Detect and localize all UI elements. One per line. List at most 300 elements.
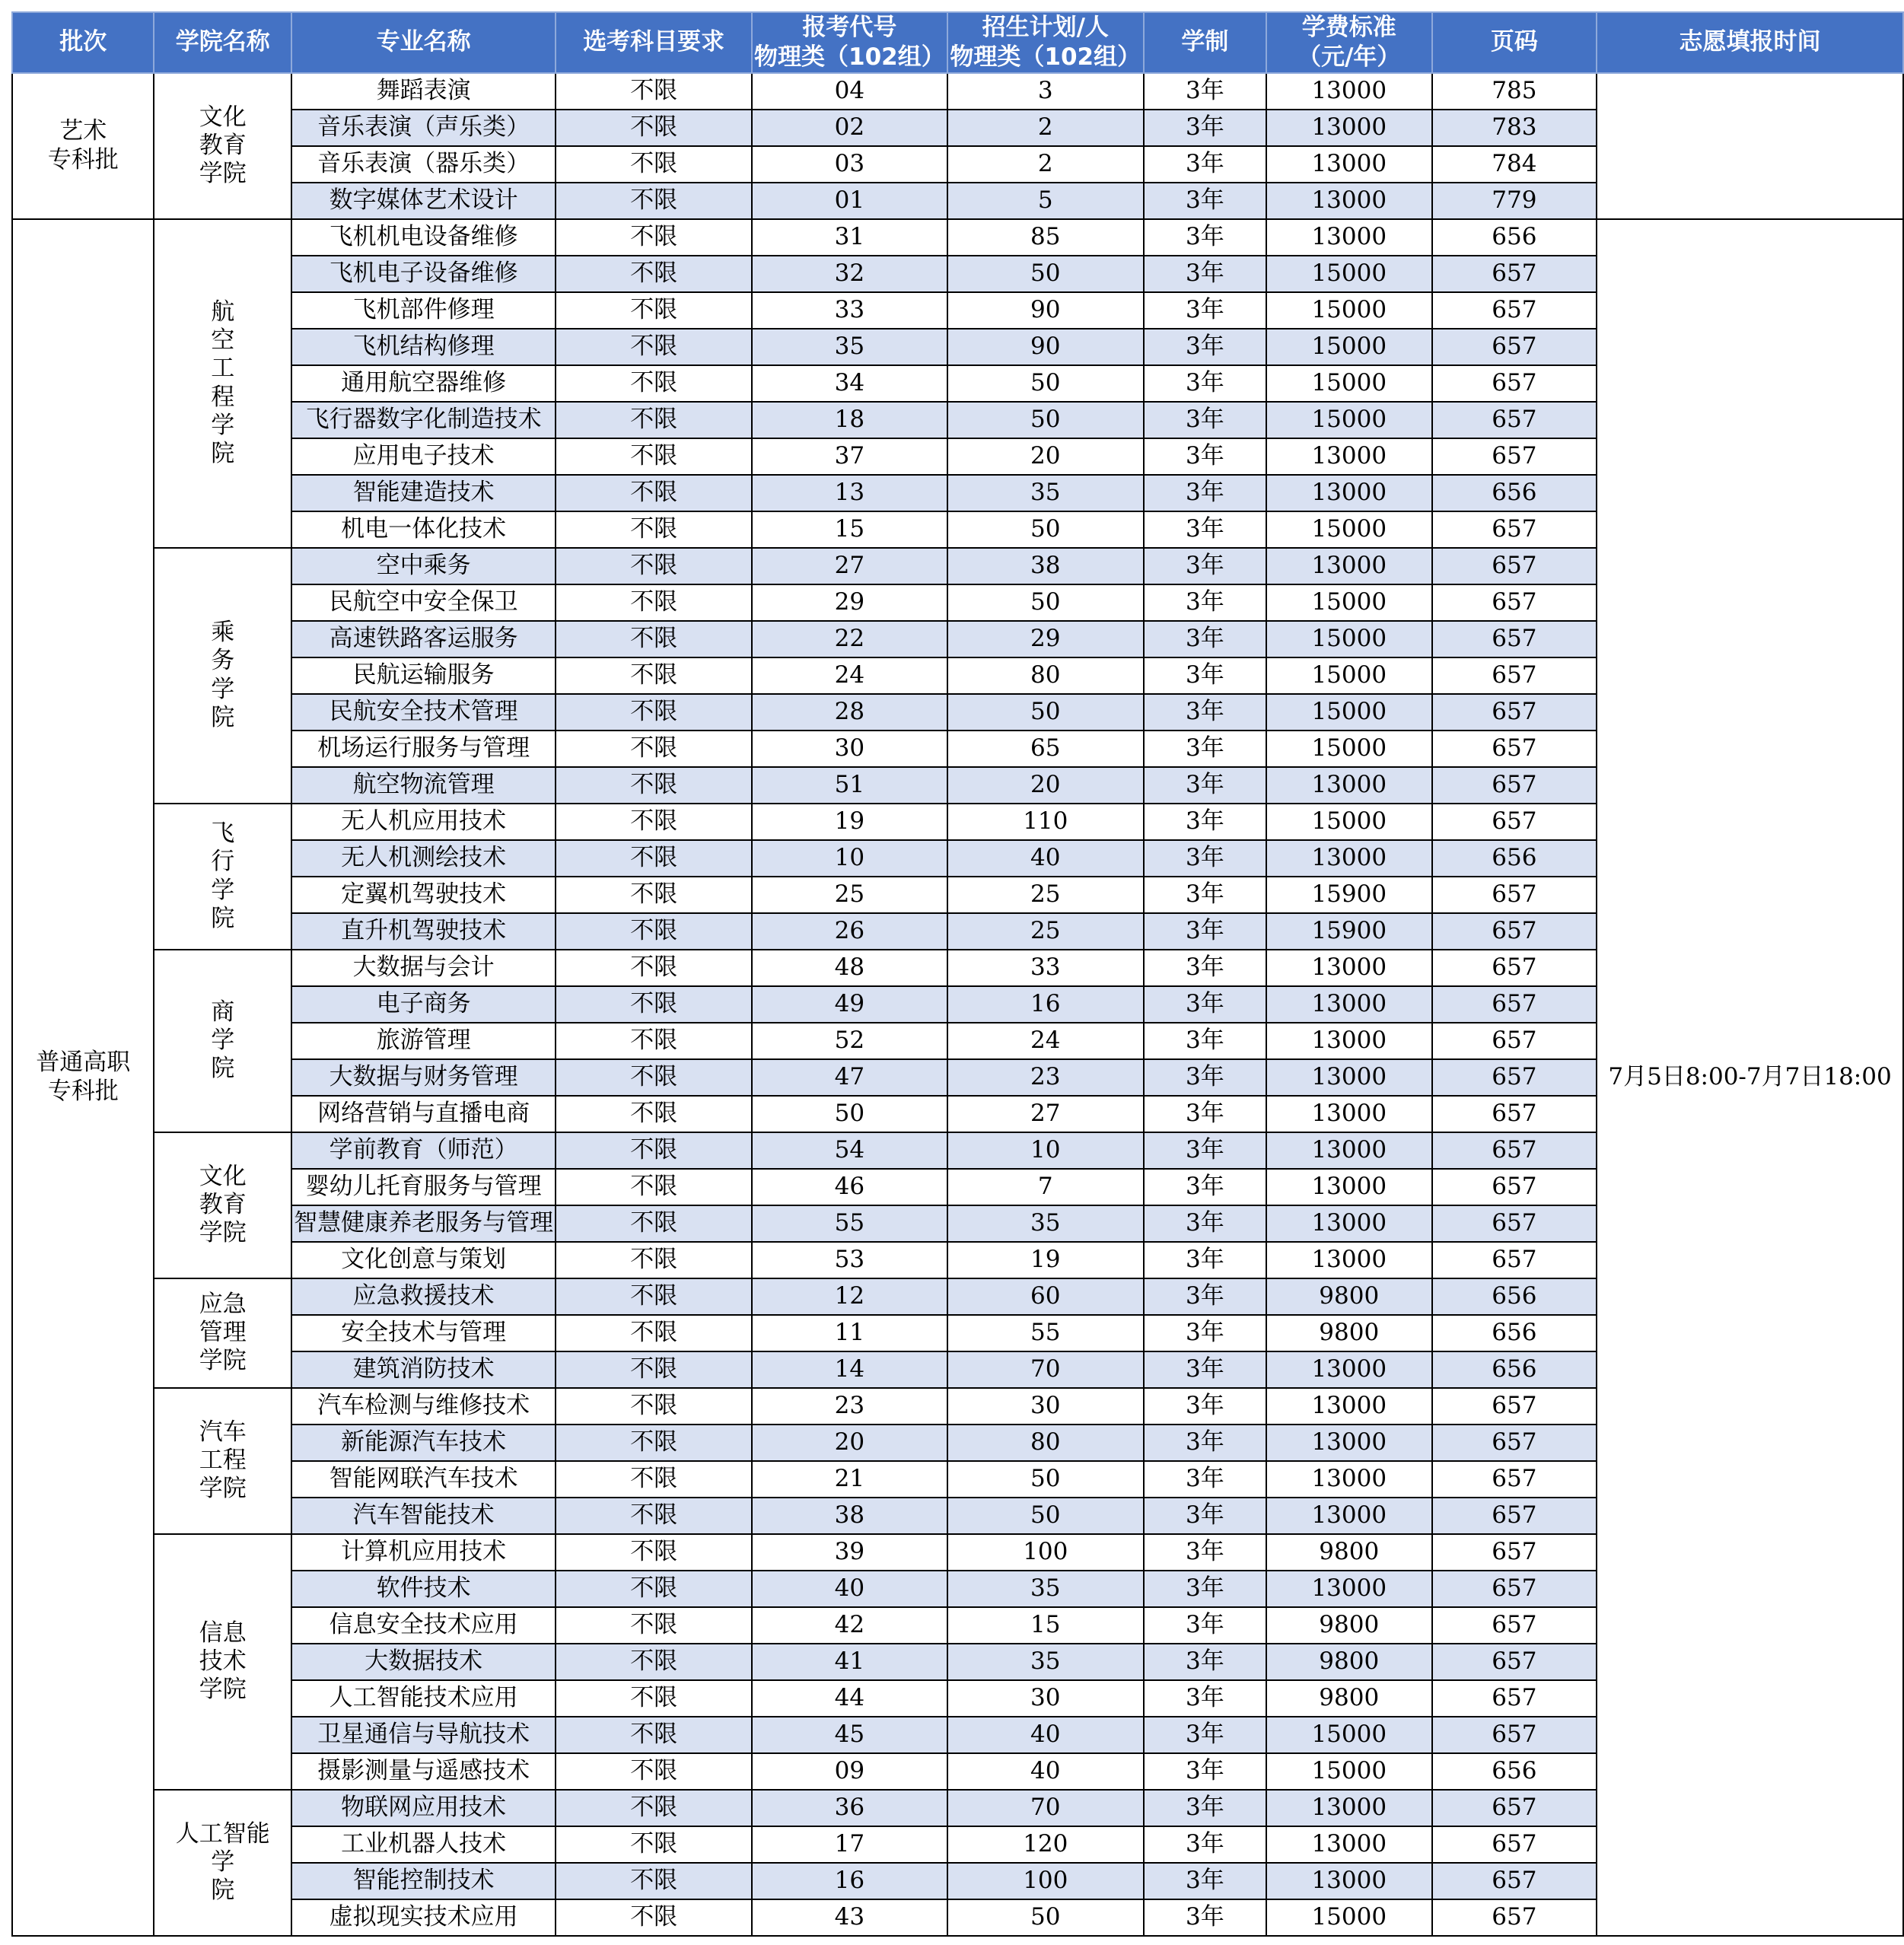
subject-requirement: 不限 <box>556 584 752 621</box>
page-number: 657 <box>1432 1425 1597 1461</box>
college-name-line: 汽车 <box>199 1418 247 1446</box>
major-name: 应急救援技术 <box>291 1278 556 1315</box>
header-duration <box>1144 12 1266 73</box>
enrollment-plan: 50 <box>947 1498 1144 1534</box>
header-enrollment-plan-line: 招生计划/人 <box>982 14 1109 41</box>
application-code: 30 <box>752 731 947 767</box>
college-name-line: 学 <box>211 876 235 904</box>
enrollment-plan: 90 <box>947 292 1144 329</box>
major-name: 数字媒体艺术设计 <box>291 183 556 219</box>
page-number: 656 <box>1432 475 1597 511</box>
page-number: 657 <box>1432 402 1597 438</box>
page-number: 657 <box>1432 1023 1597 1059</box>
subject-requirement: 不限 <box>556 110 752 146</box>
duration: 3年 <box>1144 475 1266 511</box>
subject-requirement: 不限 <box>556 1096 752 1132</box>
subject-requirement: 不限 <box>556 365 752 402</box>
page-number: 656 <box>1432 1351 1597 1388</box>
header-enrollment-plan-line: 物理类（102组） <box>950 43 1141 71</box>
application-code: 36 <box>752 1790 947 1826</box>
college-name-line: 商 <box>211 998 235 1026</box>
header-tuition <box>1266 12 1432 73</box>
page-number: 657 <box>1432 256 1597 292</box>
page-number: 657 <box>1432 621 1597 657</box>
duration: 3年 <box>1144 219 1266 256</box>
college-name-line: 教育 <box>199 1190 247 1218</box>
page-number: 657 <box>1432 1059 1597 1096</box>
enrollment-plan: 29 <box>947 621 1144 657</box>
enrollment-plan: 65 <box>947 731 1144 767</box>
major-name: 安全技术与管理 <box>291 1315 556 1351</box>
duration: 3年 <box>1144 183 1266 219</box>
tuition: 13000 <box>1266 986 1432 1023</box>
tuition: 13000 <box>1266 438 1432 475</box>
major-name: 智慧健康养老服务与管理 <box>291 1205 556 1242</box>
college-name-line: 工 <box>211 355 235 383</box>
subject-requirement: 不限 <box>556 219 752 256</box>
tuition: 15000 <box>1266 804 1432 840</box>
tuition: 15000 <box>1266 329 1432 365</box>
tuition: 15000 <box>1266 1717 1432 1753</box>
major-name: 文化创意与策划 <box>291 1242 556 1278</box>
major-name: 音乐表演（声乐类） <box>291 110 556 146</box>
duration: 3年 <box>1144 1132 1266 1169</box>
page-number: 657 <box>1432 1790 1597 1826</box>
tuition: 13000 <box>1266 1205 1432 1242</box>
tuition: 15000 <box>1266 694 1432 731</box>
enrollment-plan: 100 <box>947 1534 1144 1571</box>
page-number: 657 <box>1432 657 1597 694</box>
tuition: 13000 <box>1266 1351 1432 1388</box>
major-name: 建筑消防技术 <box>291 1351 556 1388</box>
application-code: 12 <box>752 1278 947 1315</box>
header-subject-requirement-line: 选考科目要求 <box>583 28 725 56</box>
subject-requirement: 不限 <box>556 1644 752 1680</box>
college-name-line: 程 <box>211 383 235 411</box>
tuition: 13000 <box>1266 1242 1432 1278</box>
college-name-line: 学 <box>211 675 235 703</box>
college-cell <box>154 219 291 548</box>
college-cell <box>154 1534 291 1790</box>
duration: 3年 <box>1144 767 1266 804</box>
subject-requirement: 不限 <box>556 877 752 913</box>
college-name-line: 院 <box>211 904 235 932</box>
page-number: 657 <box>1432 1863 1597 1899</box>
tuition: 13000 <box>1266 1132 1432 1169</box>
application-code: 02 <box>752 110 947 146</box>
header-page-number-line: 页码 <box>1490 28 1538 56</box>
subject-requirement: 不限 <box>556 1278 752 1315</box>
tuition: 15900 <box>1266 913 1432 950</box>
college-cell <box>154 1388 291 1534</box>
page-number: 657 <box>1432 1534 1597 1571</box>
application-code: 52 <box>752 1023 947 1059</box>
application-code: 10 <box>752 840 947 877</box>
subject-requirement: 不限 <box>556 1899 752 1936</box>
page-number: 657 <box>1432 731 1597 767</box>
major-name: 飞行器数字化制造技术 <box>291 402 556 438</box>
duration: 3年 <box>1144 292 1266 329</box>
duration: 3年 <box>1144 110 1266 146</box>
batch-name-line: 艺术 <box>59 117 107 145</box>
application-code: 48 <box>752 950 947 986</box>
subject-requirement: 不限 <box>556 621 752 657</box>
duration: 3年 <box>1144 146 1266 183</box>
application-time: 7月5日8:00-7月7日18:00 <box>1597 219 1903 1936</box>
major-name: 软件技术 <box>291 1571 556 1607</box>
subject-requirement: 不限 <box>556 73 752 110</box>
batch-cell <box>12 219 154 1936</box>
page-number: 657 <box>1432 438 1597 475</box>
tuition: 15000 <box>1266 256 1432 292</box>
tuition: 13000 <box>1266 1096 1432 1132</box>
tuition: 9800 <box>1266 1644 1432 1680</box>
college-name-line: 学院 <box>199 1676 247 1704</box>
major-name: 虚拟现实技术应用 <box>291 1899 556 1936</box>
page-number: 783 <box>1432 110 1597 146</box>
college-name-line: 工程 <box>199 1446 247 1474</box>
enrollment-plan: 70 <box>947 1351 1144 1388</box>
tuition: 9800 <box>1266 1315 1432 1351</box>
page-number: 657 <box>1432 1571 1597 1607</box>
subject-requirement: 不限 <box>556 183 752 219</box>
subject-requirement: 不限 <box>556 913 752 950</box>
tuition: 13000 <box>1266 1863 1432 1899</box>
application-code: 37 <box>752 438 947 475</box>
enrollment-plan: 110 <box>947 804 1144 840</box>
application-code: 32 <box>752 256 947 292</box>
application-code: 26 <box>752 913 947 950</box>
enrollment-plan: 40 <box>947 1717 1144 1753</box>
college-name-line: 技术 <box>199 1647 247 1675</box>
application-code: 33 <box>752 292 947 329</box>
application-code: 44 <box>752 1680 947 1717</box>
subject-requirement: 不限 <box>556 1315 752 1351</box>
enrollment-plan: 40 <box>947 840 1144 877</box>
enrollment-plan: 2 <box>947 110 1144 146</box>
duration: 3年 <box>1144 1534 1266 1571</box>
page-number: 656 <box>1432 1753 1597 1790</box>
duration: 3年 <box>1144 1644 1266 1680</box>
duration: 3年 <box>1144 1096 1266 1132</box>
enrollment-plan: 40 <box>947 1753 1144 1790</box>
batch-name-line: 专科批 <box>47 145 119 173</box>
major-name: 电子商务 <box>291 986 556 1023</box>
application-code: 29 <box>752 584 947 621</box>
major-name: 飞机结构修理 <box>291 329 556 365</box>
college-name-line: 信息 <box>199 1619 247 1647</box>
enrollment-plan: 70 <box>947 1790 1144 1826</box>
page-number: 657 <box>1432 1607 1597 1644</box>
college-cell <box>154 1132 291 1278</box>
enrollment-plan: 25 <box>947 877 1144 913</box>
page-number: 657 <box>1432 584 1597 621</box>
tuition: 13000 <box>1266 840 1432 877</box>
header-batch <box>12 12 154 73</box>
duration: 3年 <box>1144 1899 1266 1936</box>
college-name-line: 学院 <box>199 1347 247 1375</box>
enrollment-plan: 85 <box>947 219 1144 256</box>
college-name-line: 院 <box>211 703 235 731</box>
page-number: 657 <box>1432 1096 1597 1132</box>
duration: 3年 <box>1144 1607 1266 1644</box>
application-code: 41 <box>752 1644 947 1680</box>
duration: 3年 <box>1144 1863 1266 1899</box>
subject-requirement: 不限 <box>556 511 752 548</box>
major-name: 机场运行服务与管理 <box>291 731 556 767</box>
college-cell <box>154 1278 291 1388</box>
college-name-line: 院 <box>211 1877 235 1905</box>
major-name: 摄影测量与遥感技术 <box>291 1753 556 1790</box>
major-name: 空中乘务 <box>291 548 556 584</box>
major-name: 学前教育（师范） <box>291 1132 556 1169</box>
major-name: 大数据技术 <box>291 1644 556 1680</box>
application-code: 18 <box>752 402 947 438</box>
subject-requirement: 不限 <box>556 1534 752 1571</box>
major-name: 大数据与财务管理 <box>291 1059 556 1096</box>
batch-cell <box>12 73 154 219</box>
subject-requirement: 不限 <box>556 694 752 731</box>
header-application-time-line: 志愿填报时间 <box>1679 28 1821 56</box>
tuition: 15000 <box>1266 584 1432 621</box>
page-number: 657 <box>1432 986 1597 1023</box>
page-number: 657 <box>1432 365 1597 402</box>
major-name: 卫星通信与导航技术 <box>291 1717 556 1753</box>
header-application-code-line: 报考代号 <box>802 14 897 41</box>
enrollment-plan: 35 <box>947 1644 1144 1680</box>
admission-plan-table <box>11 11 1904 1937</box>
enrollment-plan: 50 <box>947 584 1144 621</box>
subject-requirement: 不限 <box>556 731 752 767</box>
tuition: 13000 <box>1266 146 1432 183</box>
enrollment-plan: 35 <box>947 475 1144 511</box>
major-name: 新能源汽车技术 <box>291 1425 556 1461</box>
application-code: 27 <box>752 548 947 584</box>
page-number: 657 <box>1432 1132 1597 1169</box>
subject-requirement: 不限 <box>556 1753 752 1790</box>
tuition: 13000 <box>1266 183 1432 219</box>
college-name-line: 院 <box>211 439 235 467</box>
header-tuition-line: 学费标准 <box>1301 14 1396 41</box>
tuition: 13000 <box>1266 1059 1432 1096</box>
application-code: 28 <box>752 694 947 731</box>
tuition: 9800 <box>1266 1680 1432 1717</box>
page-number: 657 <box>1432 1680 1597 1717</box>
duration: 3年 <box>1144 1425 1266 1461</box>
subject-requirement: 不限 <box>556 804 752 840</box>
tuition: 15000 <box>1266 657 1432 694</box>
page-number: 657 <box>1432 1461 1597 1498</box>
application-code: 34 <box>752 365 947 402</box>
page-number: 657 <box>1432 1498 1597 1534</box>
duration: 3年 <box>1144 1753 1266 1790</box>
application-code: 31 <box>752 219 947 256</box>
college-name-line: 学 <box>211 411 235 439</box>
duration: 3年 <box>1144 329 1266 365</box>
application-code: 23 <box>752 1388 947 1425</box>
major-name: 无人机测绘技术 <box>291 840 556 877</box>
application-code: 38 <box>752 1498 947 1534</box>
major-name: 工业机器人技术 <box>291 1826 556 1863</box>
tuition: 15000 <box>1266 511 1432 548</box>
duration: 3年 <box>1144 1278 1266 1315</box>
tuition: 13000 <box>1266 1571 1432 1607</box>
major-name: 机电一体化技术 <box>291 511 556 548</box>
subject-requirement: 不限 <box>556 256 752 292</box>
subject-requirement: 不限 <box>556 292 752 329</box>
college-name-line: 人工智能学 <box>175 1819 270 1876</box>
college-cell <box>154 1790 291 1936</box>
enrollment-plan: 50 <box>947 694 1144 731</box>
subject-requirement: 不限 <box>556 1388 752 1425</box>
application-time-blank <box>1597 73 1903 219</box>
page-number: 657 <box>1432 1388 1597 1425</box>
subject-requirement: 不限 <box>556 402 752 438</box>
subject-requirement: 不限 <box>556 1351 752 1388</box>
application-code: 01 <box>752 183 947 219</box>
college-cell <box>154 73 291 219</box>
enrollment-plan: 38 <box>947 548 1144 584</box>
enrollment-plan: 50 <box>947 402 1144 438</box>
major-name: 智能网联汽车技术 <box>291 1461 556 1498</box>
subject-requirement: 不限 <box>556 438 752 475</box>
application-code: 11 <box>752 1315 947 1351</box>
application-code: 46 <box>752 1169 947 1205</box>
tuition: 15000 <box>1266 621 1432 657</box>
enrollment-plan: 10 <box>947 1132 1144 1169</box>
header-enrollment-plan <box>947 12 1144 73</box>
header-major-line: 专业名称 <box>376 28 471 56</box>
major-name: 飞机部件修理 <box>291 292 556 329</box>
duration: 3年 <box>1144 1242 1266 1278</box>
enrollment-plan: 15 <box>947 1607 1144 1644</box>
application-code: 51 <box>752 767 947 804</box>
page-number: 657 <box>1432 548 1597 584</box>
duration: 3年 <box>1144 731 1266 767</box>
tuition: 15000 <box>1266 1899 1432 1936</box>
enrollment-plan: 27 <box>947 1096 1144 1132</box>
page-number: 656 <box>1432 219 1597 256</box>
tuition: 13000 <box>1266 219 1432 256</box>
subject-requirement: 不限 <box>556 1242 752 1278</box>
major-name: 应用电子技术 <box>291 438 556 475</box>
header-major <box>291 12 556 73</box>
duration: 3年 <box>1144 402 1266 438</box>
application-code: 40 <box>752 1571 947 1607</box>
enrollment-plan: 30 <box>947 1680 1144 1717</box>
major-name: 婴幼儿托育服务与管理 <box>291 1169 556 1205</box>
tuition: 15000 <box>1266 292 1432 329</box>
college-cell <box>154 804 291 950</box>
tuition: 13000 <box>1266 73 1432 110</box>
duration: 3年 <box>1144 1717 1266 1753</box>
application-code: 22 <box>752 621 947 657</box>
college-name-line: 飞 <box>211 820 235 848</box>
enrollment-plan: 20 <box>947 767 1144 804</box>
table-row <box>12 219 1903 256</box>
enrollment-plan: 50 <box>947 365 1144 402</box>
major-name: 飞机电子设备维修 <box>291 256 556 292</box>
page-number: 657 <box>1432 1205 1597 1242</box>
page-number: 657 <box>1432 1717 1597 1753</box>
subject-requirement: 不限 <box>556 1059 752 1096</box>
duration: 3年 <box>1144 804 1266 840</box>
page-number: 785 <box>1432 73 1597 110</box>
tuition: 13000 <box>1266 1790 1432 1826</box>
tuition: 13000 <box>1266 1498 1432 1534</box>
major-name: 通用航空器维修 <box>291 365 556 402</box>
duration: 3年 <box>1144 877 1266 913</box>
major-name: 计算机应用技术 <box>291 1534 556 1571</box>
tuition: 13000 <box>1266 1826 1432 1863</box>
enrollment-plan: 33 <box>947 950 1144 986</box>
enrollment-plan: 90 <box>947 329 1144 365</box>
enrollment-plan: 7 <box>947 1169 1144 1205</box>
major-name: 智能建造技术 <box>291 475 556 511</box>
page-number: 657 <box>1432 913 1597 950</box>
tuition: 15000 <box>1266 731 1432 767</box>
enrollment-plan: 19 <box>947 1242 1144 1278</box>
subject-requirement: 不限 <box>556 1205 752 1242</box>
college-name-line: 院 <box>211 1055 235 1083</box>
subject-requirement: 不限 <box>556 1169 752 1205</box>
page-number: 657 <box>1432 804 1597 840</box>
duration: 3年 <box>1144 73 1266 110</box>
duration: 3年 <box>1144 840 1266 877</box>
college-name-line: 教育 <box>199 131 247 159</box>
enrollment-plan: 5 <box>947 183 1144 219</box>
application-code: 13 <box>752 475 947 511</box>
duration: 3年 <box>1144 986 1266 1023</box>
major-name: 民航安全技术管理 <box>291 694 556 731</box>
enrollment-plan: 50 <box>947 1461 1144 1498</box>
tuition: 13000 <box>1266 1169 1432 1205</box>
subject-requirement: 不限 <box>556 146 752 183</box>
major-name: 人工智能技术应用 <box>291 1680 556 1717</box>
major-name: 定翼机驾驶技术 <box>291 877 556 913</box>
college-name-line: 学院 <box>199 1475 247 1503</box>
page-number: 657 <box>1432 877 1597 913</box>
page-number: 657 <box>1432 329 1597 365</box>
enrollment-plan: 80 <box>947 1425 1144 1461</box>
page-number: 656 <box>1432 1278 1597 1315</box>
subject-requirement: 不限 <box>556 1863 752 1899</box>
major-name: 直升机驾驶技术 <box>291 913 556 950</box>
subject-requirement: 不限 <box>556 1826 752 1863</box>
page-number: 779 <box>1432 183 1597 219</box>
duration: 3年 <box>1144 438 1266 475</box>
duration: 3年 <box>1144 511 1266 548</box>
tuition: 13000 <box>1266 767 1432 804</box>
college-name-line: 学院 <box>199 160 247 188</box>
tuition: 13000 <box>1266 1023 1432 1059</box>
duration: 3年 <box>1144 1023 1266 1059</box>
header-application-code-line: 物理类（102组） <box>754 43 945 71</box>
subject-requirement: 不限 <box>556 1461 752 1498</box>
enrollment-plan: 80 <box>947 657 1144 694</box>
college-name-line: 行 <box>211 848 235 876</box>
duration: 3年 <box>1144 1388 1266 1425</box>
application-code: 43 <box>752 1899 947 1936</box>
subject-requirement: 不限 <box>556 1571 752 1607</box>
page-number: 657 <box>1432 694 1597 731</box>
application-code: 24 <box>752 657 947 694</box>
subject-requirement: 不限 <box>556 1425 752 1461</box>
page-number: 657 <box>1432 511 1597 548</box>
duration: 3年 <box>1144 256 1266 292</box>
application-code: 35 <box>752 329 947 365</box>
enrollment-plan: 35 <box>947 1571 1144 1607</box>
